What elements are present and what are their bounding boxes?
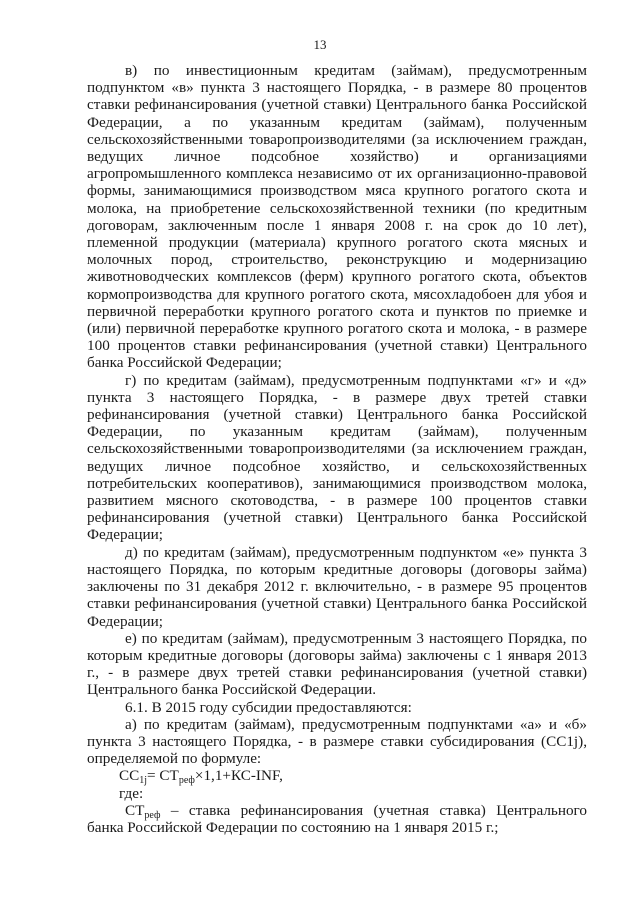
paragraph-g: г) по кредитам (займам), предусмотренным подпунктами «г» и «д» пункта 3 настоящего Порядка, - в размере двух третей ставки рефинансирования (учетной ставки) Центрального банка Российской Федерации, по указанным кредитам (займам), полученным сельскохозяйственными товаропроизводителями (за исключением граждан, ведущих личное подсобное хозяйство, и сельскохозяйственных потребительских кооперативов), занимающимися производством молока, развитием мясного скотоводства, - в размере 100 процентов ставки рефинансирования (учетной ставки) Центрального банка Российской Федерации; — [87, 371, 587, 544]
paragraph-d: д) по кредитам (займам), предусмотренным подпунктом «е» пункта 3 настоящего Порядка, по которым кредитные договоры (договоры займа) заключены по 31 декабря 2012 г. включительно, - в размере 95 процентов ставки рефинансирования (учетной ставки) Центрального банка Российской Федерации; — [87, 543, 587, 630]
definition-term-subscript: реф — [144, 809, 161, 821]
paragraph-e: е) по кредитам (займам), предусмотренным 3 настоящего Порядка, по которым кредитные договоры (договоры займа) заключены с 1 января 2013 г., - в размере двух третей ставки рефинансирования (учетной ставки) Центрального банка Российской Федерации. — [87, 629, 587, 699]
document-body — [87, 62, 587, 836]
where-label: где: — [119, 784, 144, 802]
formula-rest: ×1,1+КС-INF, — [194, 767, 283, 785]
definition-text: – ставка рефинансирования (учетная ставка) Центрального банка Российской Федерации по состоянию на 1 января 2015 г.; — [87, 801, 587, 836]
paragraph-v: в) по инвестиционным кредитам (займам), предусмотренным подпунктом «в» пункта 3 настоящего Порядка, - в размере 80 процентов ставки рефинансирования (учетной ставки) Центрального банка Российской Федерации, а по указанным кредитам (займам), полученным сельскохозяйственными товаропроизводителями (за исключением граждан, ведущих личное подсобное хозяйство) и организациями агропромышленного комплекса независимо от их организационно-правовой формы, занимающимися производством мяса крупного рогатого скота и молока, на приобретение сельскохозяйственной техники (по кредитным договорам, заключенным после 1 января 2008 г. на срок до 10 лет), племенной продукции (материала) крупного рогатого скота мясных и молочных пород, строительство, реконструкцию и модернизацию животноводческих комплексов (ферм) крупного рогатого скота, объектов кормопроизводства для крупного рогатого скота, мясохладобоен для убоя и первичной переработки крупного рогатого скота и пунктов по приемке и (или) первичной переработке крупного рогатого скота и молока, - в размере 100 процентов ставки рефинансирования (учетной ставки) Центрального банка Российской Федерации; — [87, 62, 587, 372]
formula-lhs: СС — [119, 767, 140, 785]
formula — [87, 767, 587, 787]
formula-lhs-subscript: 1j — [139, 775, 148, 787]
paragraph-a: а) по кредитам (займам), предусмотренным подпунктами «а» и «б» пункта 3 настоящего Порядка, - в размере ставки субсидирования (СС1j), определяемой по формуле: — [87, 715, 587, 768]
formula-rhs-subscript: реф — [178, 775, 195, 787]
definition-stref — [87, 802, 587, 836]
section-6-1-heading: 6.1. В 2015 году субсидии предоставляются: — [125, 698, 412, 716]
page-number: 13 — [313, 37, 327, 52]
definition-term: СТ — [125, 801, 145, 819]
formula-equals: = СТ — [147, 767, 179, 785]
